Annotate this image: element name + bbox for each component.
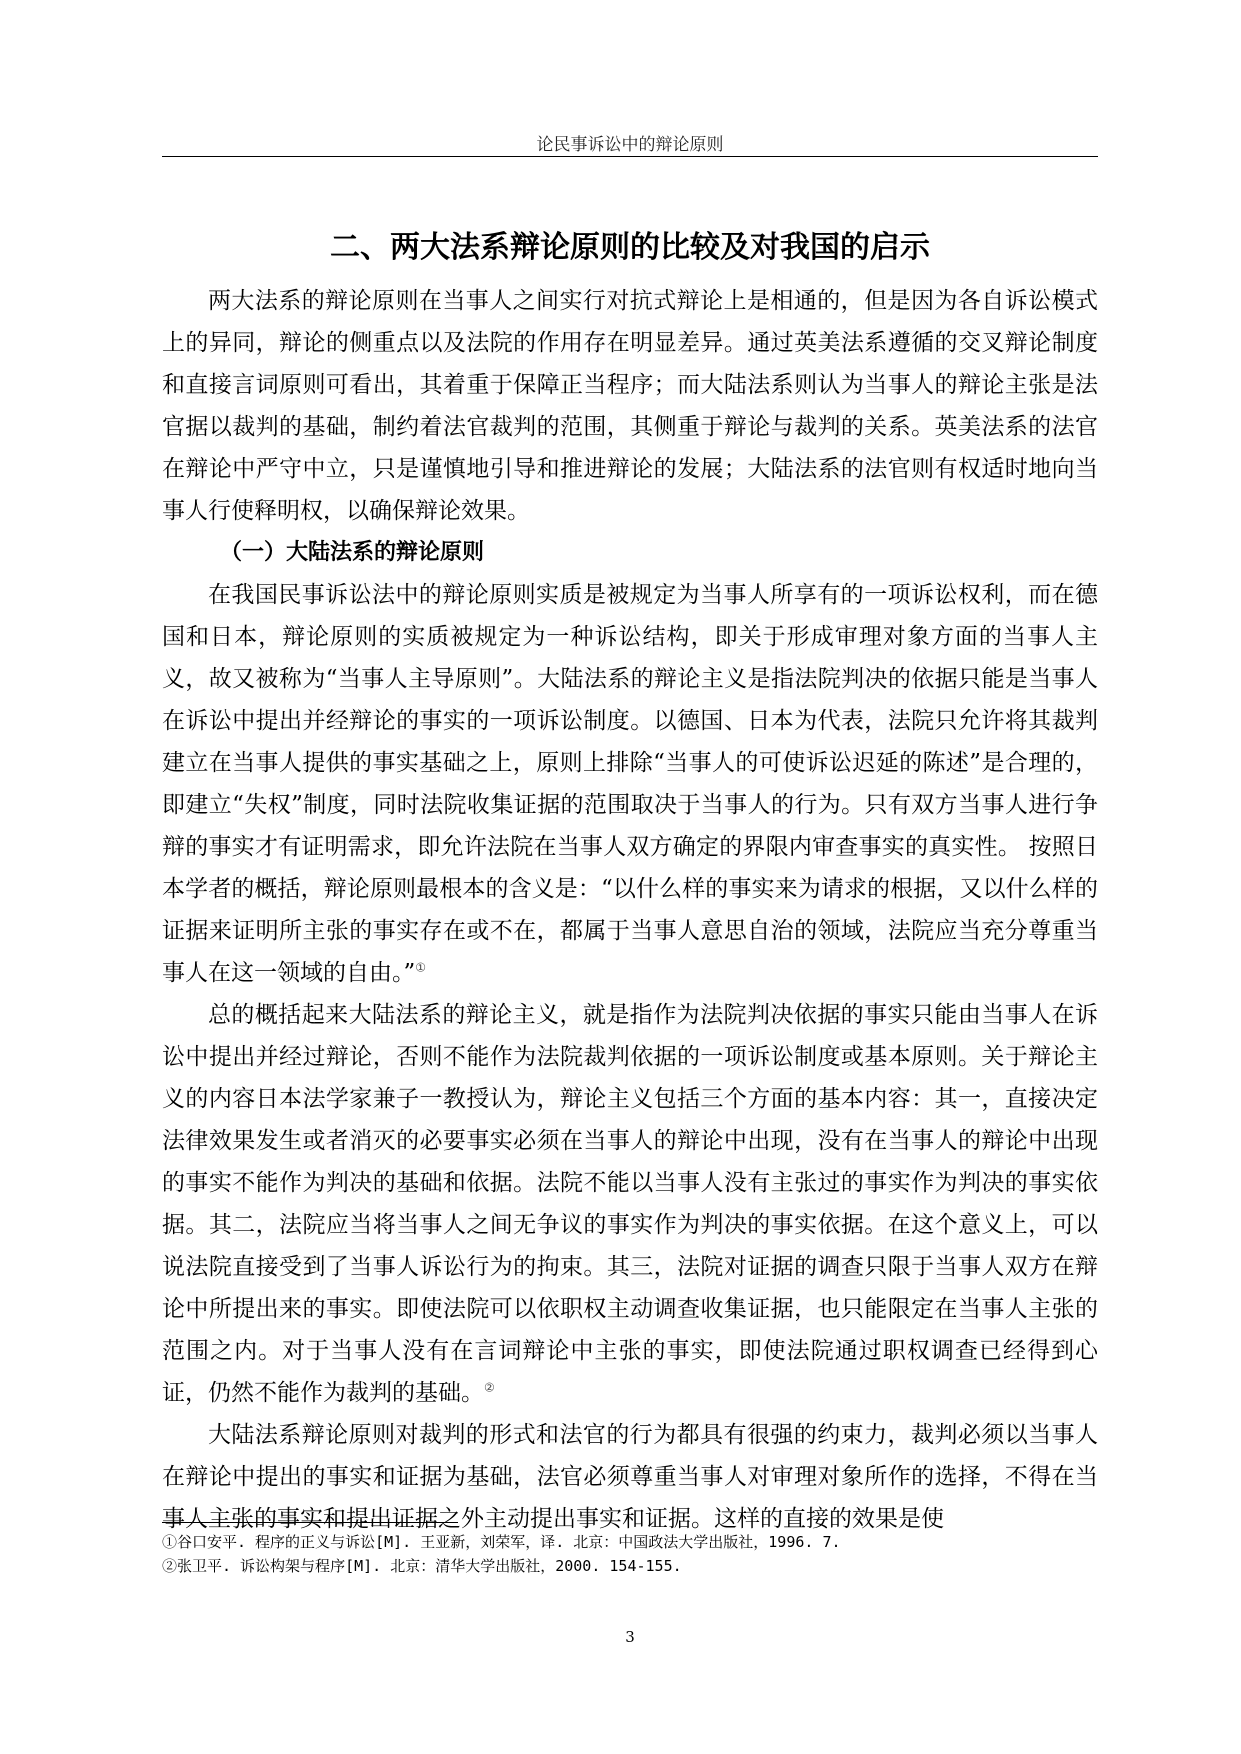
paragraph-intro: 两大法系的辩论原则在当事人之间实行对抗式辩论上是相通的，但是因为各自诉讼模式上的异同，辩论的侧重点以及法院的作用存在明显差异。通过英美法系遵循的交叉辩论制度和直接言词原则可看出，其着重于保障正当程序；而大陆法系则认为当事人的辩论主张是法官据以裁判的基础，制约着法官裁判的范围，其侧重于辩论与裁判的关系。英美法系的法官在辩论中严守中立，只是谨慎地引导和推进辩论的发展；大陆法系的法官则有权适时地向当事人行使释明权，以确保辩论效果。 — [162, 288, 1098, 524]
running-header: 论民事诉讼中的辩论原则 — [536, 135, 724, 155]
paragraph-text: 总的概括起来大陆法系的辩论主义，就是指作为法院判决依据的事实只能由当事人在诉讼中提出并经过辩论，否则不能作为法院裁判依据的一项诉讼制度或基本原则。关于辩论主义的内容日本法学家兼子一教授认为，辩论主义包括三个方面的基本内容：其一，直接决定法律效果发生或者消灭的必要事实必须在当事人的辩论中出现，没有在当事人的辩论中出现的事实不能作为判决的基础和依据。法院不能以当事人没有主张过的事实作为判决的事实依据。其二，法院应当将当事人之间无争议的事实作为判决的事实依据。在这个意义上，可以说法院直接受到了当事人诉讼行为的拘束。其三，法院对证据的调查只限于当事人双方在辩论中所提出来的事实。即使法院可以依职权主动调查收集证据，也只能限定在当事人主张的范围之内。对于当事人没有在言词辩论中主张的事实，即使法院通过职权调查已经得到心证，仍然不能作为裁判的基础。 — [162, 1002, 1098, 1406]
paragraph-continental-definition — [162, 574, 1098, 994]
paragraph-continental-summary — [162, 994, 1098, 1414]
footnote-ref-2[interactable]: ② — [484, 1380, 495, 1395]
footnote-2: ②张卫平. 诉讼构架与程序[M]. 北京：清华大学出版社，2000. 154-155. — [162, 1557, 682, 1575]
footnote-ref-1[interactable]: ① — [415, 960, 427, 975]
footnote-1: ①谷口安平. 程序的正义与诉讼[M]. 王亚新，刘荣军，译. 北京：中国政法大学出版社，1996. 7. — [162, 1533, 841, 1551]
header-rule — [162, 156, 1098, 157]
page-number: 3 — [625, 1628, 635, 1646]
page-title: 二、两大法系辩论原则的比较及对我国的启示 — [330, 230, 930, 265]
footnotes — [162, 1530, 1098, 1578]
paragraph-binding-force: 大陆法系辩论原则对裁判的形式和法官的行为都具有很强的约束力，裁判必须以当事人在辩论中提出的事实和证据为基础，法官必须尊重当事人对审理对象所作的选择，不得在当事人主张的事实和提出证据之外主动提出事实和证据。这样的直接的效果是使 — [162, 1422, 1098, 1532]
footnote-rule — [162, 1522, 458, 1523]
section-heading: （一）大陆法系的辩论原则 — [220, 540, 485, 565]
body-text — [162, 280, 1098, 1540]
paragraph-text: 在我国民事诉讼法中的辩论原则实质是被规定为当事人所享有的一项诉讼权利，而在德国和日本，辩论原则的实质被规定为一种诉讼结构，即关于形成审理对象方面的当事人主义，故又被称为“当事人主导原则”。大陆法系的辩论主义是指法院判决的依据只能是当事人在诉讼中提出并经辩论的事实的一项诉讼制度。以德国、日本为代表，法院只允许将其裁判建立在当事人提供的事实基础之上，原则上排除“当事人的可使诉讼迟延的陈述”是合理的，即建立“失权”制度，同时法院收集证据的范围取决于当事人的行为。只有双方当事人进行争辩的事实才有证明需求，即允许法院在当事人双方确定的界限内审查事实的真实性。 按照日本学者的概括，辩论原则最根本的含义是：“以什么样的事实来为请求的根据，又以什么样的证据来证明所主张的事实存在或不在，都属于当事人意思自治的领域，法院应当充分尊重当事人在这一领域的自由。” — [162, 582, 1098, 986]
